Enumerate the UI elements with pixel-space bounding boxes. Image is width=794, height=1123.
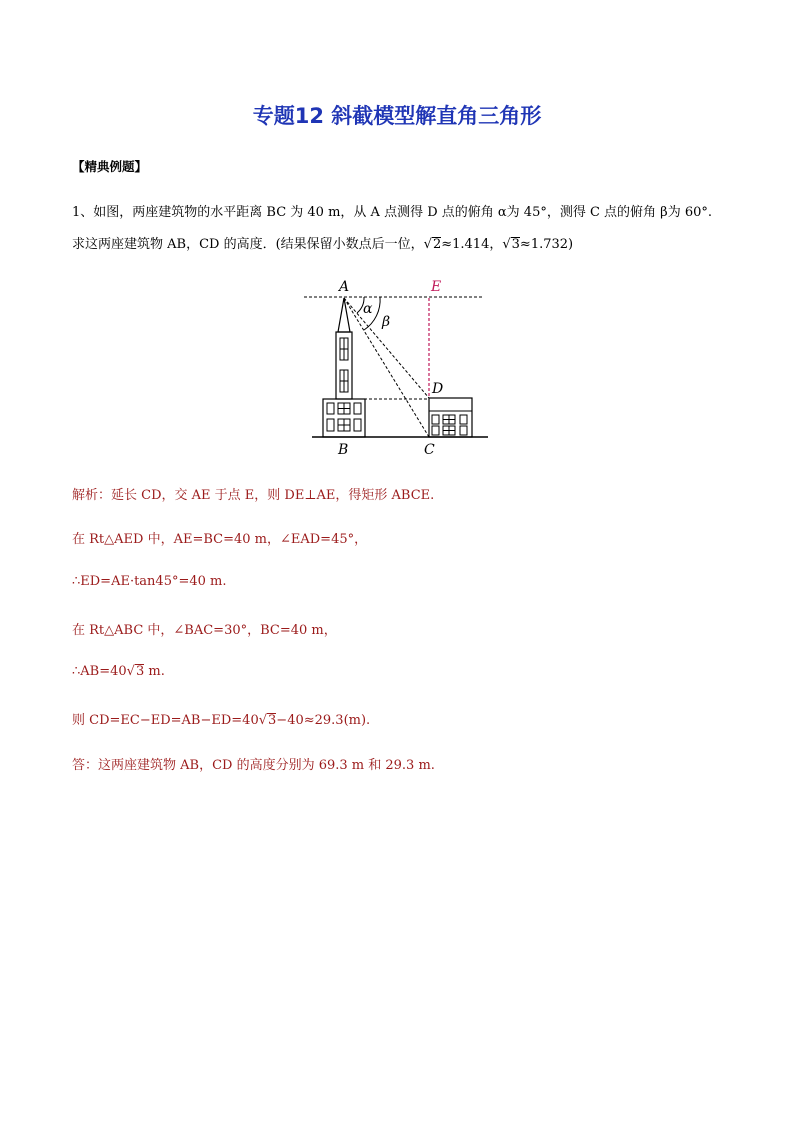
label-a: A bbox=[339, 279, 350, 295]
problem-line-2-text: 求这两座建筑物 AB，CD 的高度．(结果保留小数点后一位， bbox=[72, 237, 424, 252]
label-b: B bbox=[338, 442, 349, 458]
right-building bbox=[429, 398, 472, 437]
solution-answer: 答：这两座建筑物 AB，CD 的高度分别为 69.3 m 和 29.3 m. bbox=[72, 758, 435, 773]
label-c: C bbox=[424, 442, 435, 458]
section-label: 【精典例题】 bbox=[72, 159, 148, 174]
solution-line-1: 解析：延长 CD，交 AE 于点 E，则 DE⊥AE，得矩形 ABCE. bbox=[72, 488, 435, 503]
sqrt3-radicand: 3 bbox=[511, 237, 520, 252]
sight-line-ad bbox=[344, 298, 429, 398]
solution-line-6-suffix: −40≈29.3(m). bbox=[276, 713, 371, 728]
solution-line-4: 在 Rt△ABC 中，∠BAC=30°，BC=40 m， bbox=[72, 623, 337, 638]
sqrt-symbol: √ bbox=[258, 713, 268, 728]
solution-line-2: 在 Rt△AED 中，AE=BC=40 m，∠EAD=45°， bbox=[72, 532, 368, 547]
solution-line-5 bbox=[72, 664, 165, 679]
solution-line-6 bbox=[72, 709, 370, 728]
page-title: 专题12 斜截模型解直角三角形 bbox=[252, 104, 542, 128]
geometry-figure bbox=[298, 274, 498, 464]
solution-line-6-prefix: 则 CD=EC−ED=AB−ED=40 bbox=[72, 713, 259, 728]
label-alpha: α bbox=[363, 301, 373, 317]
problem-line-2 bbox=[72, 233, 573, 252]
solution-line-5-suffix: m. bbox=[144, 664, 165, 679]
label-d: D bbox=[432, 381, 444, 397]
solution-line-6-radicand: 3 bbox=[268, 713, 277, 728]
sqrt-symbol: √ bbox=[423, 237, 432, 252]
sqrt-symbol: √ bbox=[126, 664, 135, 679]
sqrt-symbol: √ bbox=[502, 237, 511, 252]
label-e: E bbox=[431, 279, 442, 295]
solution-line-5-prefix: ∴AB=40 bbox=[72, 664, 127, 679]
solution-line-3: ∴ED=AE·tan45°=40 m. bbox=[72, 574, 227, 589]
sqrt3-value: ≈1.732) bbox=[519, 237, 574, 252]
solution-line-5-radicand: 3 bbox=[135, 664, 145, 679]
sqrt2-value: ≈1.414， bbox=[441, 237, 503, 252]
label-beta: β bbox=[382, 314, 391, 330]
problem-line-1: 1、如图，两座建筑物的水平距离 BC 为 40 m，从 A 点测得 D 点的俯角 α为 45°，测得 C 点的俯角 β为 60°. bbox=[72, 205, 713, 220]
sqrt2-radicand: 2 bbox=[432, 237, 442, 252]
